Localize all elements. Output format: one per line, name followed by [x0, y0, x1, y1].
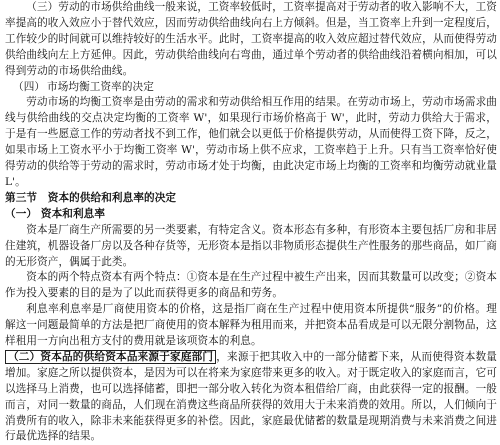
paragraph-capital-features: 资本的两个特点资本有两个特点：①资本是在生产过程中被生产出来，因而其数量可以改变；②资本作为投入要素的目的是为了以此而获得更多的商品和劳务。 [5, 271, 497, 300]
paragraph-interest-rate: 利息率利息率是厂商使用资本的价格，这是指厂商在生产过程中使用资本所提供“服务”的价格。理解这一问题最简单的方法是把厂商使用的资本解释为租用而来，并把资本品看成是可以无限分割物品，这样租用一方向出租方支付的费用就是该项资本的利息。 [5, 303, 497, 348]
subheading-title: 市场均衡工资率的决定 [47, 80, 154, 93]
paragraph-equilibrium-wage: 劳动市场的均衡工资率是由劳动的需求和劳动供给相互作用的结果。在劳动市场上，劳动市场需求曲线与供给曲线的交点决定均衡的工资率 W'，如果现行市场价格高于 W'，此时，劳动力供给大于需求，于是有一些愿意工作的劳动者找不到工作，他们就会以更低于价格提供劳动，从而使得工资下降，反之，如果市场上工资水平小于均衡工资率 W'，劳动市场上供不应求，工资率趋于上升。只有当工资率恰好使得劳动的供给等于劳动的需求时，劳动市场才处于均衡，由此决定市场上均衡的工资率和均衡劳动就业量 L'。 [5, 96, 497, 188]
paragraph-capital-definition: 资本是厂商生产所需要的另一类要素，有特定含义。资本形态有多种，有形资本主要包括厂房和非居住建筑，机器设备厂房以及各种存货等，无形资本是指以非物质形态提供生产性服务的那些商品，如厂商的无形资产，偶属于此类。 [5, 223, 497, 268]
paragraph-capital-supply [5, 350, 497, 445]
heading-number: （一） [5, 207, 38, 220]
heading-title: 资本和利息率 [40, 207, 106, 220]
subheading-number: （四） [13, 80, 46, 93]
boxed-heading-capital-supply: （二）资本品的供给资本品来源于家庭部门 [5, 350, 216, 364]
section-title: 第三节 资本的供给和利息率的决定 [5, 191, 177, 204]
heading-capital-interest [5, 207, 497, 223]
paragraph-labor-market-supply: （三）劳动的市场供给曲线一般来说，工资率较低时，工资率提高对于劳动者的收入影响不大，工资率提高的收入效应小于替代效应，因而劳动供给曲线向右上方倾斜。但是，当工资率上升到一定程度后，工作较少的时间就可以维持较好的生活水平。此时，工资率提高的收入效应超过替代效应，从而使得劳动供给曲线向左上方延伸。因此，劳动供给曲线向右弯曲，通过单个劳动者的供给曲线沿着横向相加，可以得到劳动的市场供给曲线。 [5, 1, 497, 77]
paragraph-capital-supply-text: ，来源于把其收入中的一部分储蓄下来，从而使得资本数量增加。家庭之所以提供资本，是因为可以在将来为家庭带来更多的收入。对于既定收入的家庭而言，它可以选择马上消费，也可以选择储蓄，即把一部分收入转化为资本租借给厂商，由此获得一定的报酬。一般而言，对同一数量的商品，人们现在消费这些商品所获得的效用大于未来消费的效用。所以，人们倾向于消费所有的收入，除非未来能获得更多的补偿。因此，家庭最优储蓄的数量是现期消费与未来消费之间进行最优选择的结果。 [5, 350, 497, 443]
subheading-equilibrium-wage [5, 80, 497, 96]
